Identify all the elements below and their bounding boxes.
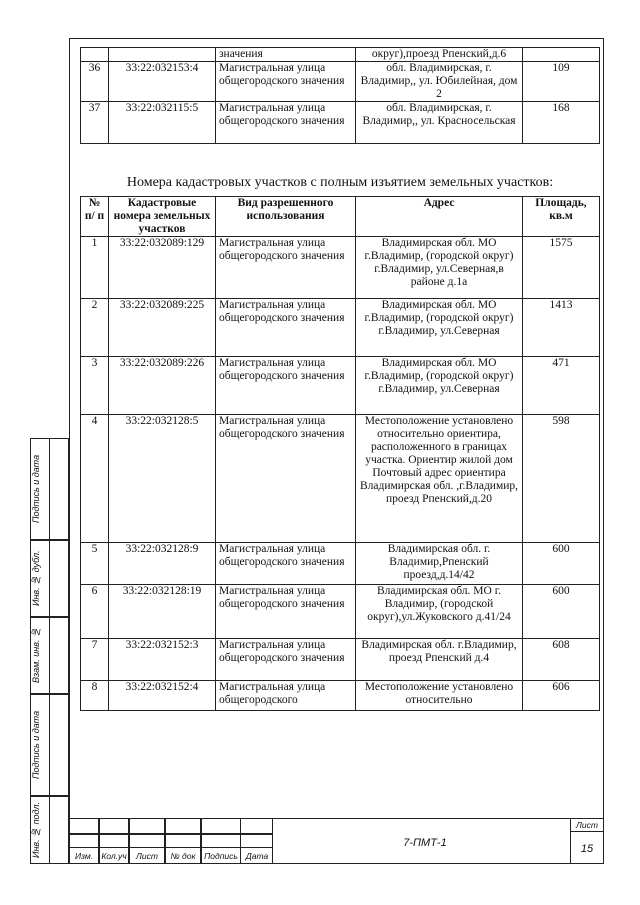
- cadastral-number: 33:22:032152:4: [109, 681, 216, 711]
- table-row: [81, 681, 600, 711]
- sidebar-label: Инв. № подл.: [31, 801, 41, 859]
- table-row: [81, 48, 600, 62]
- address: Владимирская обл. МО г.Владимир, (городской округ) г.Владимир, ул.Северная: [356, 299, 523, 357]
- table-row: [81, 237, 600, 299]
- col-header-cadastral: Кадастровые номера земельных участков: [109, 197, 216, 237]
- area-value: 471: [523, 357, 600, 415]
- continuation-table: [80, 47, 600, 144]
- cadastral-number: 33:22:032115:5: [109, 102, 216, 144]
- usage-type: Магистральная улица общегородского значения: [216, 62, 356, 102]
- area-value: 598: [523, 415, 600, 543]
- area-value: 600: [523, 585, 600, 639]
- side-signature-strip: [30, 438, 69, 864]
- area-value: 109: [523, 62, 600, 102]
- col-header-use: Вид разрешенного использования: [216, 197, 356, 237]
- address: Владимирская обл. г.Владимир, проезд Рпенский д.4: [356, 639, 523, 681]
- cadastral-number: 33:22:032089:129: [109, 237, 216, 299]
- row-number: 1: [81, 237, 109, 299]
- cadastral-number: [109, 48, 216, 62]
- area-value: 168: [523, 102, 600, 144]
- table-row: [81, 357, 600, 415]
- sidebar-label: Подпись и дата: [31, 454, 41, 524]
- area-value: [523, 48, 600, 62]
- address: обл. Владимирская, г. Владимир,, ул. Юбилейная, дом 2: [356, 62, 523, 102]
- col-header-address: Адрес: [356, 197, 523, 237]
- usage-type: Магистральная улица общегородского значения: [216, 237, 356, 299]
- table-row: [81, 102, 600, 144]
- document-code: 7-ПМТ-1: [403, 837, 447, 849]
- row-number: 8: [81, 681, 109, 711]
- cadastral-number: 33:22:032128:5: [109, 415, 216, 543]
- cadastral-number: 33:22:032152:3: [109, 639, 216, 681]
- sidebar-cell: [30, 438, 69, 540]
- usage-type: Магистральная улица общегородского значения: [216, 102, 356, 144]
- usage-type: Магистральная улица общегородского значения: [216, 299, 356, 357]
- table-row: [81, 639, 600, 681]
- sidebar-label: Взам. инв. №: [31, 627, 41, 684]
- row-number: 7: [81, 639, 109, 681]
- row-number: 3: [81, 357, 109, 415]
- sidebar-cell: [30, 617, 69, 694]
- address: обл. Владимирская, г. Владимир,, ул. Красносельская: [356, 102, 523, 144]
- address: Местоположение установлено относительно: [356, 681, 523, 711]
- stamp-label-doc: № док: [170, 851, 196, 861]
- table-row: [81, 543, 600, 585]
- table-row: [81, 415, 600, 543]
- stamp-label-date: Дата: [245, 851, 269, 861]
- table-row: [81, 299, 600, 357]
- area-value: 600: [523, 543, 600, 585]
- address: Местоположение установлено относительно ориентира, расположенного в границах участка. Ориентир жилой дом Почтовый адрес ориентира Владимирская обл. ,г.Владимир, проезд Рпенский,д.20: [356, 415, 523, 543]
- usage-type: Магистральная улица общегородского значения: [216, 639, 356, 681]
- sidebar-label: Инв. № дубл.: [31, 550, 41, 607]
- address: Владимирская обл. МО г.Владимир, (городской округ) г.Владимир, ул.Северная: [356, 357, 523, 415]
- cadastral-number: 33:22:032153:4: [109, 62, 216, 102]
- row-number: 37: [81, 102, 109, 144]
- address: Владимирская обл. МО г.Владимир, (городской округ) г.Владимир, ул.Северная,в районе д.1а: [356, 237, 523, 299]
- table-row: [81, 585, 600, 639]
- address: округ),проезд Рпенский,д.6: [356, 48, 523, 62]
- stamp-label-sheet: Лист: [136, 851, 158, 861]
- usage-type: значения: [216, 48, 356, 62]
- area-value: 1413: [523, 299, 600, 357]
- section-heading: Номера кадастровых участков с полным изъятием земельных участков:: [126, 175, 554, 190]
- area-value: 608: [523, 639, 600, 681]
- cadastral-number: 33:22:032089:226: [109, 357, 216, 415]
- usage-type: Магистральная улица общегородского: [216, 681, 356, 711]
- sidebar-cell: [30, 796, 69, 864]
- cadastral-number: 33:22:032128:9: [109, 543, 216, 585]
- sidebar-label: Подпись и дата: [31, 710, 41, 780]
- cadastral-number: 33:22:032089:225: [109, 299, 216, 357]
- row-number: 5: [81, 543, 109, 585]
- col-header-area: Площадь, кв.м: [523, 197, 600, 237]
- sheet-number: 15: [580, 843, 594, 855]
- stamp-label-signature: Подпись: [204, 851, 238, 861]
- address: Владимирская обл. МО г. Владимир, (городской округ),ул.Жуковского д.41/24: [356, 585, 523, 639]
- row-number: [81, 48, 109, 62]
- sidebar-cell: [30, 540, 69, 617]
- stamp-label-change: Изм.: [74, 851, 94, 861]
- usage-type: Магистральная улица общегородского значения: [216, 543, 356, 585]
- cadastral-table: [80, 196, 600, 711]
- address: Владимирская обл. г. Владимир,Рпенский проезд,д.14/42: [356, 543, 523, 585]
- row-number: 4: [81, 415, 109, 543]
- row-number: 2: [81, 299, 109, 357]
- area-value: 606: [523, 681, 600, 711]
- table-header-row: [81, 197, 600, 237]
- stamp-label-count: Кол.уч: [101, 851, 127, 861]
- row-number: 36: [81, 62, 109, 102]
- usage-type: Магистральная улица общегородского значения: [216, 415, 356, 543]
- sheet-label: Лист: [576, 820, 598, 830]
- cadastral-number: 33:22:032128:19: [109, 585, 216, 639]
- table-row: [81, 62, 600, 102]
- usage-type: Магистральная улица общегородского значения: [216, 585, 356, 639]
- row-number: 6: [81, 585, 109, 639]
- col-header-number: № п/ п: [81, 197, 109, 237]
- area-value: 1575: [523, 237, 600, 299]
- sidebar-cell: [30, 694, 69, 796]
- usage-type: Магистральная улица общегородского значения: [216, 357, 356, 415]
